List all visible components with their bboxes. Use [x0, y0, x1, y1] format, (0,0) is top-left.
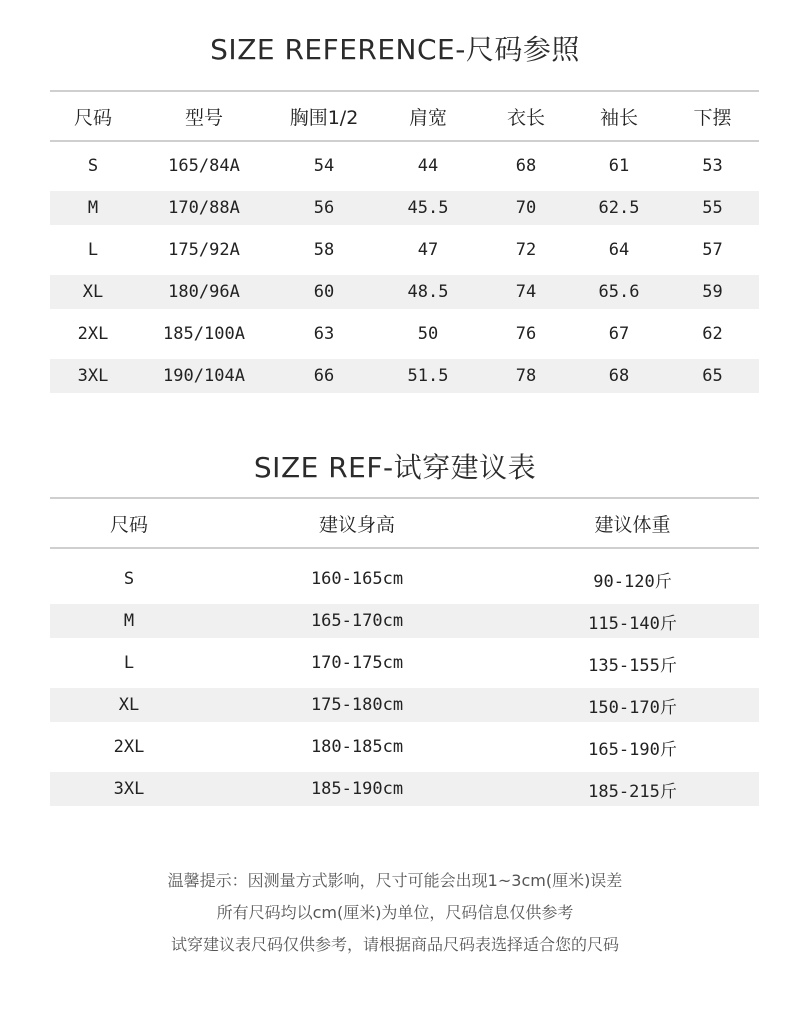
size-reference-title: SIZE REFERENCE-尺码参照: [210, 33, 580, 66]
table-row: [50, 359, 759, 393]
table-row: [50, 730, 759, 764]
cell-shoulder: 47: [417, 240, 439, 260]
unit-note: 所有尺码均以cm(厘米)为单位，尺码信息仅供参考: [216, 903, 574, 922]
cell-weight: 135-155斤: [588, 655, 677, 676]
cell-sleeve: 62.5: [598, 198, 640, 218]
cell-hem: 53: [702, 156, 723, 176]
cell-half-chest: 54: [313, 156, 335, 176]
cell-size: S: [123, 569, 135, 589]
cell-height: 170-175cm: [310, 653, 404, 673]
header-model: 型号: [184, 106, 223, 129]
cell-sleeve: 68: [608, 366, 630, 386]
cell-model: 190/104A: [163, 366, 245, 386]
table-row: [50, 646, 759, 680]
cell-model: 175/92A: [168, 240, 240, 260]
cell-size: 2XL: [77, 324, 109, 344]
cell-size: M: [123, 611, 135, 631]
cell-length: 68: [515, 156, 537, 176]
cell-size: XL: [82, 282, 104, 302]
cell-shoulder: 45.5: [407, 198, 449, 218]
table-row: [50, 604, 759, 638]
cell-sleeve: 67: [608, 324, 630, 344]
cell-height: 160-165cm: [310, 569, 404, 589]
cell-size: M: [87, 198, 99, 218]
cell-length: 70: [515, 198, 537, 218]
fit-reference-note: 试穿建议表尺码仅供参考，请根据商品尺码表选择适合您的尺码: [170, 935, 619, 954]
cell-half-chest: 56: [313, 198, 335, 218]
cell-half-chest: 66: [313, 366, 335, 386]
cell-size: 3XL: [77, 366, 109, 386]
header-size: 尺码: [109, 513, 148, 536]
header-sleeve: 袖长: [599, 106, 638, 129]
cell-shoulder: 48.5: [407, 282, 449, 302]
cell-half-chest: 58: [313, 240, 335, 260]
table-header-row: [50, 499, 759, 547]
fit-suggestion-table: [50, 497, 759, 806]
cell-weight: 150-170斤: [588, 697, 677, 718]
cell-shoulder: 50: [417, 324, 439, 344]
cell-model: 165/84A: [168, 156, 240, 176]
cell-size: L: [87, 240, 99, 260]
cell-shoulder: 51.5: [407, 366, 449, 386]
cell-height: 175-180cm: [310, 695, 404, 715]
table-row: [50, 275, 759, 309]
header-length: 衣长: [506, 106, 545, 129]
table-row: [50, 233, 759, 267]
cell-model: 185/100A: [163, 324, 245, 344]
table-row: [50, 772, 759, 806]
cell-hem: 65: [702, 366, 723, 386]
table-row: [50, 688, 759, 722]
cell-sleeve: 65.6: [598, 282, 640, 302]
header-shoulder: 肩宽: [408, 106, 447, 129]
size-reference-table: [50, 90, 759, 393]
cell-hem: 59: [702, 282, 723, 302]
cell-weight: 185-215斤: [588, 781, 677, 802]
header-hem: 下摆: [693, 106, 732, 129]
cell-half-chest: 60: [313, 282, 335, 302]
table-header-row: [50, 92, 759, 140]
cell-height: 165-170cm: [310, 611, 404, 631]
cell-size: 3XL: [113, 779, 145, 799]
cell-length: 74: [515, 282, 537, 302]
cell-shoulder: 44: [417, 156, 439, 176]
header-size: 尺码: [73, 106, 112, 129]
cell-weight: 90-120斤: [593, 571, 672, 592]
table-row: [50, 191, 759, 225]
cell-height: 180-185cm: [310, 737, 404, 757]
fit-suggestion-title: SIZE REF-试穿建议表: [253, 451, 537, 484]
cell-hem: 62: [702, 324, 723, 344]
header-half-chest: 胸围1/2: [289, 106, 359, 129]
cell-sleeve: 64: [608, 240, 630, 260]
cell-half-chest: 63: [313, 324, 335, 344]
cell-model: 170/88A: [168, 198, 240, 218]
table-row: [50, 562, 759, 596]
cell-size: XL: [118, 695, 140, 715]
cell-size: 2XL: [113, 737, 145, 757]
table-row: [50, 149, 759, 183]
measurement-tolerance-note: 温馨提示：因测量方式影响，尺寸可能会出现1~3cm(厘米)误差: [167, 871, 623, 890]
cell-length: 76: [515, 324, 537, 344]
cell-hem: 57: [702, 240, 723, 260]
cell-weight: 115-140斤: [588, 613, 677, 634]
cell-length: 78: [515, 366, 537, 386]
cell-size: L: [123, 653, 135, 673]
cell-sleeve: 61: [608, 156, 630, 176]
cell-height: 185-190cm: [310, 779, 404, 799]
table-row: [50, 317, 759, 351]
cell-length: 72: [515, 240, 537, 260]
cell-hem: 55: [702, 198, 723, 218]
header-suggested-weight: 建议体重: [594, 513, 671, 536]
cell-weight: 165-190斤: [588, 739, 677, 760]
header-suggested-height: 建议身高: [318, 513, 395, 536]
cell-size: S: [87, 156, 99, 176]
cell-model: 180/96A: [168, 282, 240, 302]
